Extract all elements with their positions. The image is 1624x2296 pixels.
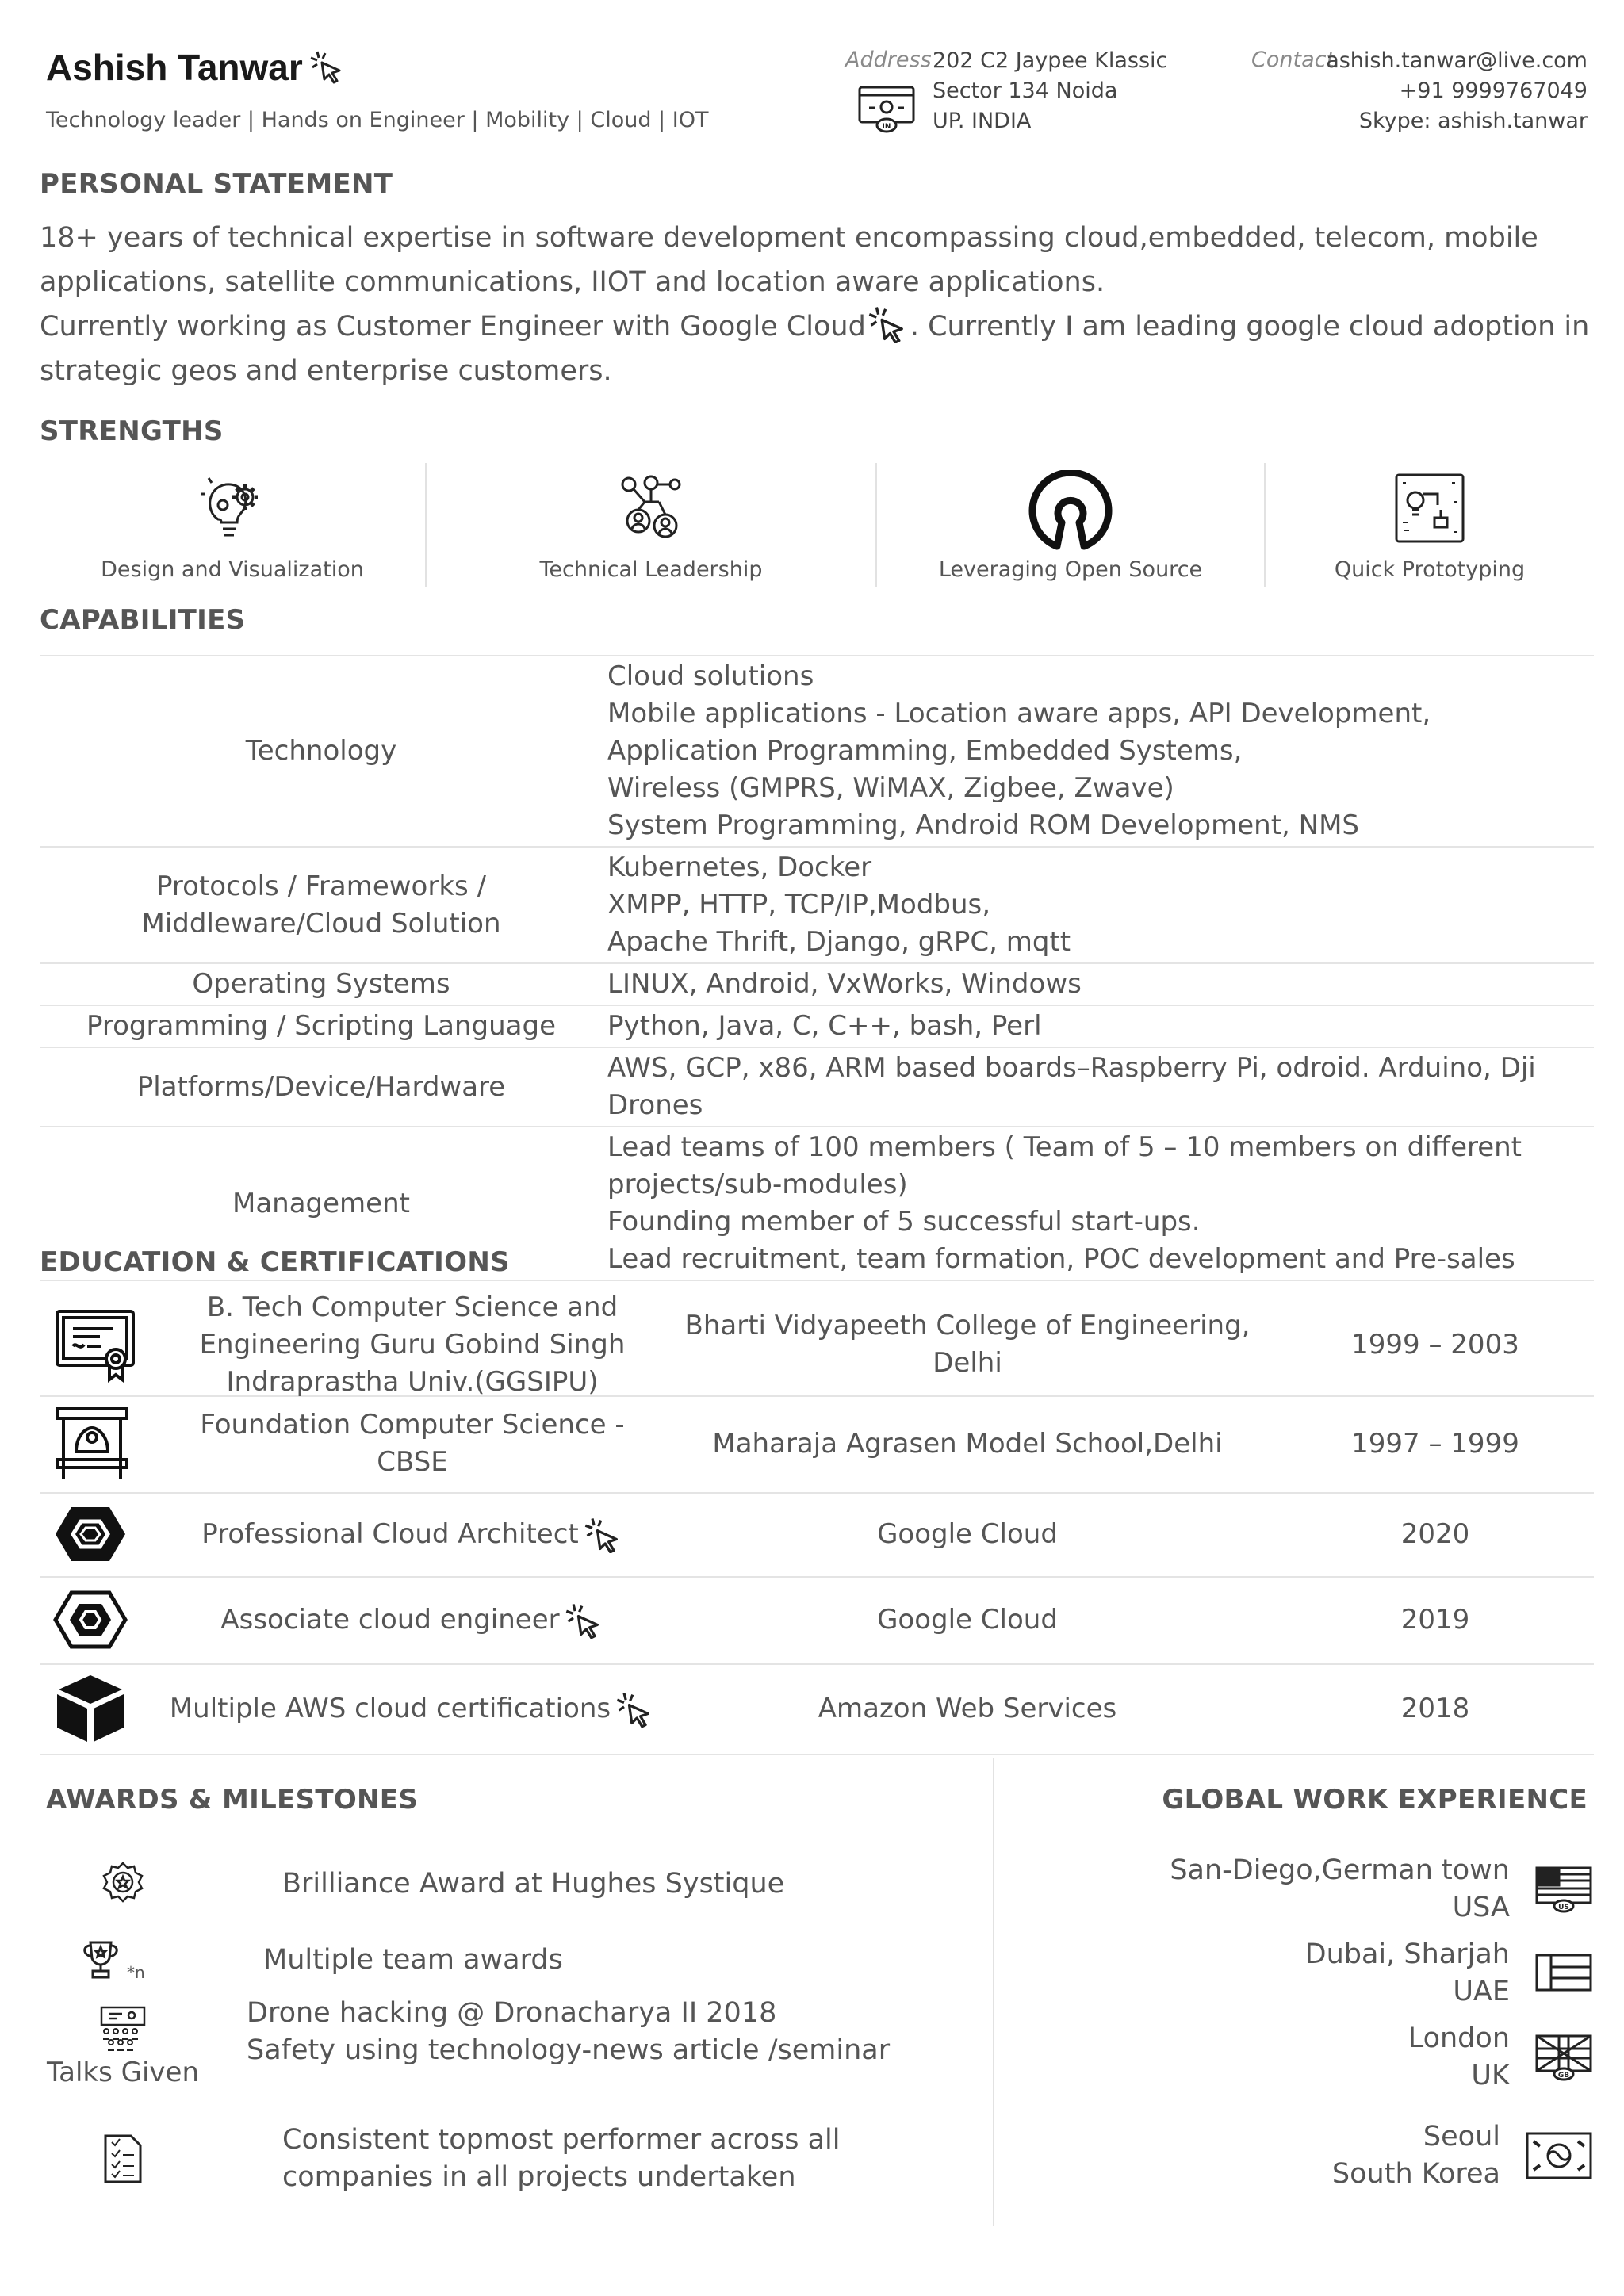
gcp-hexagon-outline-icon [52,1588,128,1651]
strength-prototyping: Quick Prototyping [1266,463,1594,587]
address-card-icon [856,82,917,135]
degree: Associate cloud engineer [167,1601,658,1639]
contact-email[interactable]: ashish.tanwar@live.com [1326,48,1588,73]
prototype-board-icon [1392,470,1468,546]
institution: Google Cloud [877,1517,1058,1550]
institution: Maharaja Agrasen Model School,Delhi [712,1427,1223,1460]
location-item: Seoul South Korea [1332,2118,1594,2193]
click-cursor-icon [582,1515,623,1553]
uk-flag-icon [1534,2033,1594,2082]
institution: Google Cloud [877,1603,1058,1636]
capability-value: Lead teams of 100 members ( Team of 5 – 10 members on different projects/sub-modules) Founding member of 5 successful start-ups. Lead recruitment, team formation, POC development and Pre-sales [603,1127,1594,1280]
capability-value: Python, Java, C, C++, bash, Perl [603,1005,1594,1047]
gcp-hexagon-icon [52,1502,128,1566]
capability-label: Programming / Scripting Language [40,1005,603,1047]
education-heading: EDUCATION & CERTIFICATIONS [40,1246,510,1278]
capabilities-table [40,655,1594,1281]
click-cursor-icon [563,1601,604,1639]
capability-value: AWS, GCP, x86, ARM based boards–Raspberry Pi, odroid. Arduino, Dji Drones [603,1047,1594,1127]
capability-value: Kubernetes, Docker XMPP, HTTP, TCP/IP,Modbus, Apache Thrift, Django, gRPC, mqtt [603,847,1594,963]
strength-design: Design and Visualization [40,463,425,587]
address-line: 202 C2 Jaypee Klassic [933,48,1168,73]
location-item: San-Diego,German town USA US [1170,1852,1594,1927]
open-source-icon [1027,470,1114,553]
personal-statement-text: 18+ years of technical expertise in software development encompassing cloud,embedded, telecom, mobile applications, satellite communications, IIOT and location aware applications. Currently working as Customer Engineer with Google Cloud . Currently I am leading google cloud adoption in strategic geos and enterprise customers. [40,222,1590,387]
personal-statement-heading: PERSONAL STATEMENT [40,168,393,200]
tagline: Technology leader | Hands on Engineer | Mobility | Cloud | IOT [46,108,709,132]
table-row [40,656,1594,847]
capability-label: Management [40,1127,603,1280]
capability-value: LINUX, Android, VxWorks, Windows [603,963,1594,1005]
education-row [40,1576,1594,1665]
korea-flag-icon [1524,2130,1594,2181]
award-badge-icon [99,1860,147,1908]
address-label: Address [845,48,932,72]
awards-heading: AWARDS & MILESTONES [46,1784,419,1816]
contact-skype[interactable]: Skype: ashish.tanwar [1358,109,1588,133]
checklist-icon [101,2131,145,2187]
column-divider [993,1758,994,2226]
strength-open-source: Leveraging Open Source [877,463,1264,587]
years: 2020 [1400,1518,1470,1550]
svg-text:US: US [1558,1904,1569,1911]
address-lines [933,46,1167,136]
years: 2019 [1400,1604,1470,1636]
click-cursor-icon [864,304,910,343]
address-line: UP. INDIA [933,109,1032,133]
capability-label: Platforms/Device/Hardware [40,1047,603,1127]
capabilities-heading: CAPABILITIES [40,604,246,636]
contact-label: Contact [1251,48,1335,72]
click-cursor-icon [308,48,346,86]
years: 1999 – 2003 [1351,1329,1519,1360]
award-item: Brilliance Award at Hughes Systique [79,1860,784,1908]
candidate-name: Ashish Tanwar [46,46,346,89]
talks-given-caption: Talks Given [46,2057,199,2088]
degree: Professional Cloud Architect [167,1515,658,1553]
strengths-row [40,463,1594,587]
table-row [40,847,1594,963]
svg-text:IN: IN [882,123,891,131]
institution: Bharti Vidyapeeth College of Engineering, Delhi [684,1310,1251,1379]
degree: Multiple AWS cloud certifications [167,1689,658,1728]
years: 1997 – 1999 [1351,1428,1519,1460]
global-experience-heading: GLOBAL WORK EXPERIENCE [1162,1784,1588,1816]
table-row [40,1005,1594,1047]
degree: B. Tech Computer Science and Engineering Guru Gobind Singh Indraprastha Univ.(GGSIPU) [199,1291,626,1398]
audience-icon [98,2004,147,2052]
table-row [40,963,1594,1005]
institution: Amazon Web Services [818,1692,1117,1724]
table-row [40,1047,1594,1127]
us-flag-icon [1534,1865,1594,1914]
education-row [40,1663,1594,1755]
strength-leadership: Technical Leadership [427,463,875,587]
strengths-heading: STRENGTHS [40,415,224,447]
school-board-icon [52,1404,132,1483]
award-item: Talks Given Drone hacking @ Dronacharya II 2018 Safety using technology-news article /seminar [46,1997,891,2088]
years: 2018 [1400,1693,1470,1724]
education-row [40,1291,1594,1398]
award-item: *n Multiple team awards [79,1938,563,1982]
trophy-icon [79,1938,122,1982]
education-row [40,1492,1594,1578]
address-line: Sector 134 Noida [933,78,1118,103]
education-row [40,1395,1594,1494]
capability-label: Protocols / Frameworks / Middleware/Cloud Solution [40,847,603,963]
uae-flag-icon [1534,1952,1594,1995]
certificate-icon [52,1305,140,1384]
capability-label: Operating Systems [40,963,603,1005]
contact-phone[interactable]: +91 9999767049 [1399,78,1588,103]
award-item: Consistent topmost performer across all companies in all projects undertaken [79,2122,840,2196]
location-item: London UK GB [1408,2020,1594,2095]
gear-bulb-icon [194,470,270,546]
team-network-icon [613,470,689,546]
location-item: Dubai, Sharjah UAE [1305,1936,1594,2011]
contact-lines [1326,46,1588,136]
click-cursor-icon [614,1689,655,1728]
svg-text:GB: GB [1557,2072,1570,2080]
degree: Foundation Computer Science - CBSE [200,1409,625,1478]
aws-cube-icon [52,1670,128,1747]
capability-value: Cloud solutions Mobile applications - Location aware apps, API Development, Application Programming, Embedded Systems, Wireless (GMPRS, WiMAX, Zigbee, Zwave) System Programming, Android ROM Development, NMS [603,656,1594,847]
trophy-count-note: *n [127,1963,145,1982]
capability-label: Technology [40,656,603,847]
